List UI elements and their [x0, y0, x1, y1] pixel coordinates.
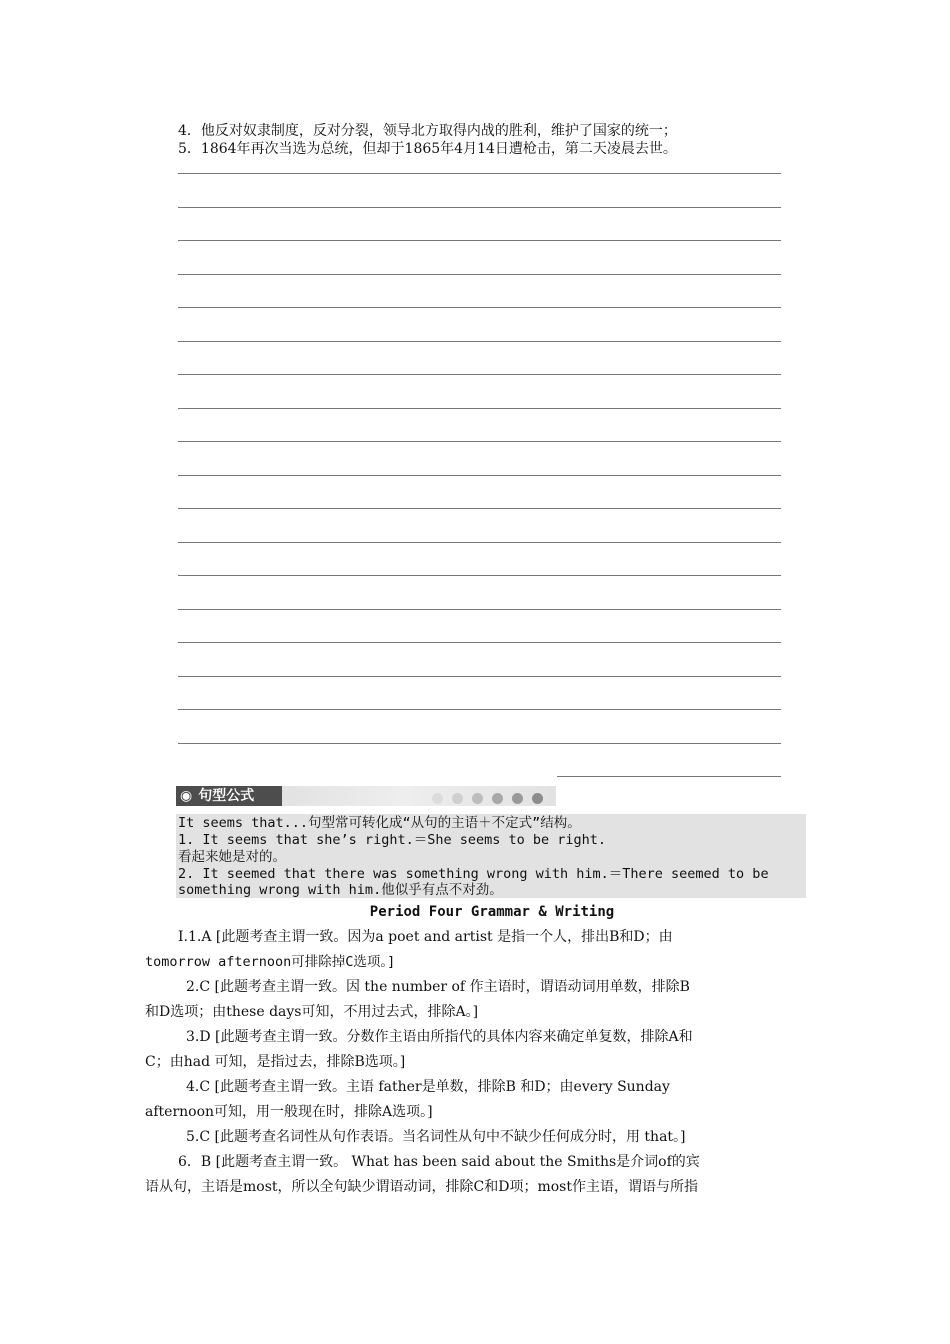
writing-line — [178, 341, 781, 342]
answer-line: Ⅰ.1.A [此题考查主谓一致。因为a poet and artist 是指一个人，排出B和D；由 — [178, 929, 673, 945]
banner-tag — [176, 786, 282, 806]
answer-line: 2.C [此题考查主谓一致。因 the number of 作主语时，谓语动词用单数，排除B — [186, 979, 690, 995]
bullet-icon: ◉ — [180, 788, 193, 804]
answer-line: 4.C [此题考查主谓一致。主语 father是单数，排除B 和D；由every Sunday — [186, 1079, 670, 1095]
writing-line — [178, 408, 781, 409]
formula-box — [176, 814, 806, 898]
answer-line: tomorrow afternoon可排除掉C选项。] — [145, 954, 396, 970]
writing-line — [178, 240, 781, 241]
writing-line — [178, 307, 781, 308]
banner-dot — [512, 793, 523, 804]
formula-line: It seems that...句型常可转化成“从句的主语＋不定式”结构。 — [178, 815, 581, 831]
intro-line-4: 4．他反对奴隶制度，反对分裂，领导北方取得内战的胜利，维护了国家的统一； — [178, 123, 677, 139]
writing-line — [178, 274, 781, 275]
section-banner — [176, 786, 556, 806]
period-heading: Period Four Grammar & Writing — [369, 904, 615, 920]
banner-dot — [432, 793, 443, 804]
answer-line: 和D选项；由these days可知，不用过去式，排除A。] — [145, 1004, 479, 1020]
writing-line — [178, 709, 781, 710]
writing-line — [178, 542, 781, 543]
intro-line-5: 5．1864年再次当选为总统，但却于1865年4月14日遭枪击，第二天凌晨去世。 — [178, 141, 677, 157]
answer-line: afternoon可知，用一般现在时，排除A选项。] — [145, 1104, 433, 1120]
formula-line: 看起来她是对的。 — [178, 849, 286, 865]
writing-line — [178, 374, 781, 375]
formula-line: 2. It seemed that there was something wrong with him.＝There seemed to be — [178, 866, 769, 882]
writing-line — [178, 676, 781, 677]
banner-dot — [492, 793, 503, 804]
answer-line: 6．B [此题考查主谓一致。 What has been said about the Smiths是介词of的宾 — [178, 1154, 700, 1170]
answer-line: 3.D [此题考查主谓一致。分数作主语由所指代的具体内容来确定单复数，排除A和 — [186, 1029, 693, 1045]
writing-line — [178, 508, 781, 509]
banner-dot — [452, 793, 463, 804]
writing-line — [178, 743, 781, 744]
writing-line — [178, 441, 781, 442]
answer-line: 5.C [此题考查名词性从句作表语。当名词性从句中不缺少任何成分时，用 that。] — [186, 1129, 686, 1145]
writing-line — [178, 642, 781, 643]
writing-line — [178, 207, 781, 208]
writing-line — [178, 173, 781, 174]
banner-title: 句型公式 — [198, 788, 255, 804]
writing-line — [178, 575, 781, 576]
banner-dot — [532, 793, 543, 804]
writing-line — [178, 609, 781, 610]
answer-line: C；由had 可知，是指过去，排除B选项。] — [145, 1054, 406, 1070]
formula-line: something wrong with him.他似乎有点不对劲。 — [178, 882, 503, 898]
banner-dot — [472, 793, 483, 804]
answer-line: 语从句，主语是most，所以全句缺少谓语动词，排除C和D项；most作主语，谓语与所指 — [145, 1179, 698, 1195]
writing-line — [178, 475, 781, 476]
banner-dots — [432, 789, 552, 808]
writing-line — [557, 776, 781, 777]
formula-line: 1. It seems that she’s right.＝She seems to be right. — [178, 832, 607, 848]
